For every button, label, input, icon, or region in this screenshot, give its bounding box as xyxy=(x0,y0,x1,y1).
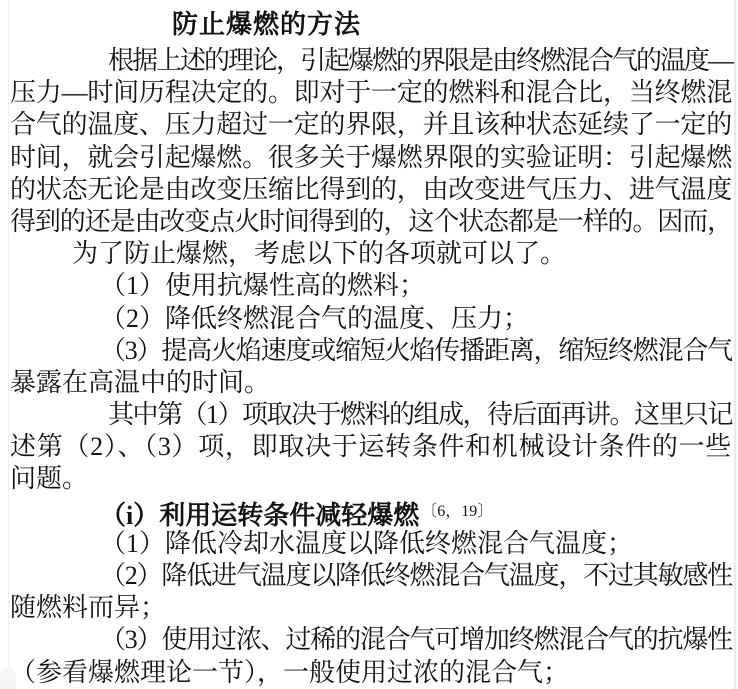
text-line xyxy=(10,657,732,689)
text-line xyxy=(10,77,732,109)
text-line-content: 随燃料而异； xyxy=(10,593,167,623)
text-line-content: 暴露在高温中的时间。 xyxy=(10,367,271,397)
text-line-content: （3）提高火焰速度或缩短火焰传播距离，缩短终燃混合气 xyxy=(100,335,732,365)
text-line-content: 合气的温度、压力超过一定的界限，并且该种状态延续了一定的 xyxy=(10,110,732,140)
text-line xyxy=(10,270,732,302)
text-line xyxy=(10,142,732,174)
text-line xyxy=(10,431,732,463)
text-line-content: （1）降低冷却水温度以降低终燃混合气温度； xyxy=(100,528,634,558)
text-line xyxy=(10,496,732,528)
text-line xyxy=(10,624,732,656)
text-line xyxy=(10,463,732,495)
text-line-content: 时间，就会引起爆燃。很多关于爆燃界限的实验证明：引起爆燃 xyxy=(10,142,732,172)
scan-edge-line-left xyxy=(8,0,9,689)
text-line xyxy=(10,560,732,592)
text-body xyxy=(10,45,732,689)
text-line xyxy=(10,399,732,431)
text-line-content: （2）降低进气温度以降低终燃混合气温度，不过其敏感性 xyxy=(100,561,732,590)
text-line-content: （参看爆燃理论一节），一般使用过浓的混合气； xyxy=(10,657,570,687)
text-line-content: 为了防止爆燃，考虑以下的各项就可以了。 xyxy=(72,239,567,269)
text-line-content: （1）使用抗爆性高的燃料； xyxy=(100,271,426,301)
text-line-content: 压力—时间历程决定的。即对于一定的燃料和混合比，当终燃混 xyxy=(10,78,732,108)
text-line-content: 的状态无论是由改变压缩比得到的，由改变进气压力、进气温度 xyxy=(10,174,732,204)
text-line xyxy=(10,592,732,624)
text-line-content: （i）利用运转条件减轻爆燃 xyxy=(100,500,420,530)
text-line xyxy=(10,335,732,367)
scan-edge-line-right xyxy=(734,0,736,689)
text-line xyxy=(10,174,732,206)
text-line xyxy=(10,528,732,560)
text-line-content: 问题。 xyxy=(10,464,89,494)
text-line-content: 述第（2）、（3）项，即取决于运转条件和机械设计条件的一些 xyxy=(10,432,732,462)
text-line xyxy=(10,109,732,141)
text-line xyxy=(10,206,732,238)
text-line xyxy=(10,303,732,335)
page-title: 防止爆燃的方法 xyxy=(172,10,362,39)
text-line xyxy=(10,238,732,270)
text-line-content: （2）降低终燃混合气的温度、压力； xyxy=(100,303,530,333)
text-line-content: 其中第（1）项取决于燃料的组成，待后面再讲。这里只记 xyxy=(108,400,732,430)
text-line-content: （3）使用过浓、过稀的混合气可增加终燃混合气的抗爆性 xyxy=(100,625,732,655)
text-line-content: 根据上述的理论，引起爆燃的界限是由终燃混合气的温度— xyxy=(108,46,732,75)
citation-ref: 〔6，19〕 xyxy=(421,502,494,520)
text-line xyxy=(10,45,732,77)
text-line xyxy=(10,367,732,399)
text-line-content: 得到的还是由改变点火时间得到的，这个状态都是一样的。因而， xyxy=(10,206,732,236)
